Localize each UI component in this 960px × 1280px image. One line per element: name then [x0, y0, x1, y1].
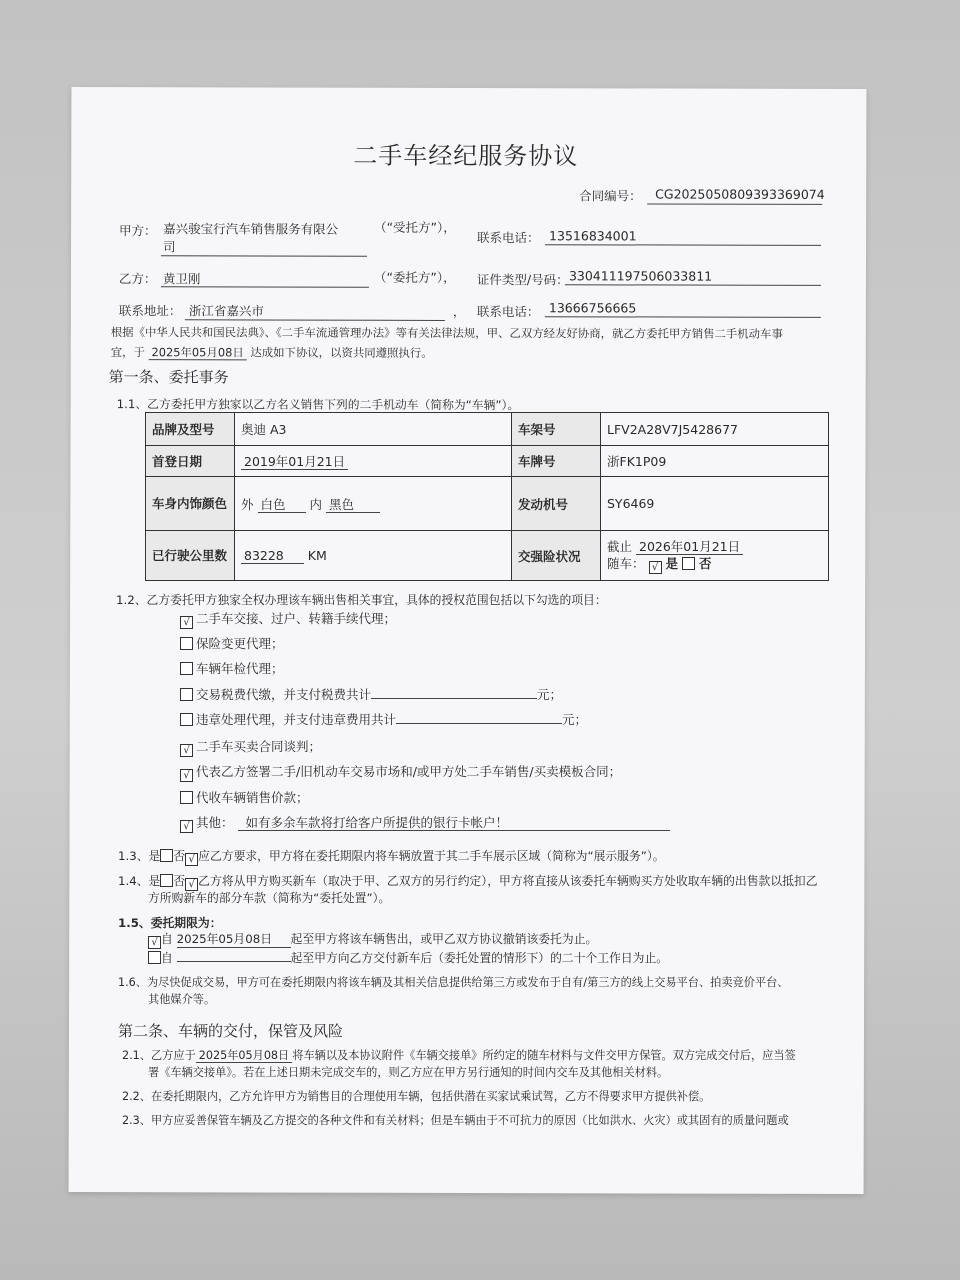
clause-1-3-no-checkbox[interactable]: √	[185, 853, 198, 866]
option-checkbox-3[interactable]	[180, 688, 193, 701]
mileage-value: 83228	[241, 548, 304, 564]
insurance-label: 交强险状况	[512, 531, 601, 581]
clause-1-3-prefix: 1.3、是	[118, 849, 161, 863]
clause-1-4-no-label: 否	[173, 874, 186, 888]
option-text: 其他：	[196, 815, 234, 830]
clause-2-1-line2: 署《车辆交接单》。若在上述日期未完成交车的，则乙方应在甲方另行通知的时间内交车及其他相关材料。	[148, 1066, 669, 1079]
party-a-phone: 13516834001	[549, 228, 637, 244]
party-b-address: 浙江省嘉兴市	[188, 303, 264, 319]
preamble-line1: 根据《中华人民共和国民法典》、《二手车流通管理办法》等有关法律法规，甲、乙双方经友好协商，就乙方委托甲方销售二手机动车事	[110, 325, 783, 341]
option-1	[180, 636, 284, 651]
contract-number-label: 合同编号：	[579, 188, 642, 204]
clause-1-3-no-label: 否	[173, 849, 186, 863]
tax-amount-field	[371, 686, 537, 699]
term-option-a-text: 起至甲方将该车辆售出，或甲乙双方协议撤销该委托为止。	[290, 932, 598, 946]
engine-value: SY6469	[601, 477, 829, 531]
insurance-until-date: 2026年01月21日	[636, 539, 743, 555]
vin-value: LFV2A28V7J5428677	[601, 413, 829, 446]
party-b-label: 乙方：	[118, 271, 157, 287]
option-8	[180, 815, 670, 833]
option-checkbox-5[interactable]: √	[180, 744, 193, 757]
reg-date-value: 2019年01月21日	[241, 454, 348, 470]
party-b-address-underline	[185, 319, 445, 321]
no-checkbox[interactable]	[682, 557, 695, 570]
clause-1-4-prefix: 1.4、是	[118, 874, 161, 888]
violation-amount-field	[396, 711, 562, 724]
clause-1-5-label: 1.5、	[118, 916, 151, 930]
option-text: 代表乙方签署二手/旧机动车交易市场和/或甲方处二手车销售/买卖模板合同；	[196, 764, 622, 779]
clause-2-1-prefix: 2.1、乙方应于	[122, 1049, 196, 1062]
clause-2-3: 2.3、甲方应妥善保管车辆及乙方提交的各种文件和有关材料；但是车辆由于不可抗力的原因（比如洪水、火灾）或其固有的质量问题或	[122, 1114, 789, 1127]
brand-label: 品牌及型号	[146, 413, 235, 446]
yes-checkbox[interactable]: √	[649, 561, 662, 574]
option-checkbox-2[interactable]	[180, 662, 193, 675]
option-text: 二手车买卖合同谈判；	[196, 739, 322, 754]
with-car-label: 随车：	[607, 555, 645, 571]
mileage-label: 已行驶公里数	[146, 531, 235, 581]
option-checkbox-0[interactable]: √	[180, 616, 193, 629]
option-text: 保险变更代理；	[196, 636, 284, 651]
option-text: 交易税费代缴，并支付税费共计	[196, 687, 372, 702]
engine-label: 发动机号	[512, 477, 601, 531]
option-suffix: 元；	[562, 712, 588, 727]
clause-1-4	[118, 874, 818, 891]
party-b-id-underline	[565, 284, 821, 286]
term-option-b-text: 起至甲方向乙方交付新车后（委托处置的情形下）的二十个工作日为止。	[290, 951, 669, 965]
option-6	[180, 764, 621, 782]
option-5	[180, 739, 321, 757]
party-b-phone-label: 联系电话：	[476, 304, 540, 320]
color-exterior-value: 白色	[258, 497, 306, 513]
color-cell	[235, 477, 512, 531]
party-b-id-number: 330411197506033811	[568, 268, 713, 284]
party-b-phone: 13666756665	[548, 300, 637, 316]
term-option-a-from: 自	[161, 932, 173, 946]
preamble-suffix: 达成如下协议，以资共同遵照执行。	[250, 345, 433, 360]
option-checkbox-1[interactable]	[180, 637, 193, 650]
option-suffix: 元；	[537, 687, 563, 702]
no-label: 否	[698, 555, 712, 571]
vehicle-info-table	[145, 412, 829, 581]
color-interior-value: 黑色	[326, 497, 380, 513]
party-a-label: 甲方：	[119, 223, 157, 239]
clause-1-4-yes-checkbox[interactable]	[160, 874, 173, 887]
color-interior-label: 内	[309, 496, 323, 512]
option-checkbox-8[interactable]: √	[180, 820, 193, 833]
clause-1-4-text: 乙方将从甲方购买新车（取决于甲、乙双方的另行约定），甲方将直接从该委托车辆购买方处收取车辆的出售款以抵扣乙	[198, 874, 818, 888]
reg-date-cell	[235, 446, 512, 477]
plate-label: 车牌号	[512, 446, 601, 477]
term-option-a-checkbox[interactable]: √	[148, 936, 161, 949]
clause-1-1: 1.1、乙方委托甲方独家以乙方名义销售下列的二手机动车（简称为“车辆”）。	[116, 397, 520, 413]
clause-1-5-option-a	[148, 932, 597, 949]
clause-1-5	[118, 916, 222, 931]
option-text: 二手车交接、过户、转籍手续代理；	[196, 611, 397, 626]
other-fill: 如有多余车款将打给客户所提供的银行卡帐户！	[238, 815, 670, 831]
clause-1-4-line2: 方所购新车的部分车款（简称为“委托处置”）。	[148, 891, 391, 905]
color-label: 车身内饰颜色	[146, 477, 235, 531]
party-b-phone-underline	[545, 316, 821, 318]
clause-2-1-text: 将车辆以及本协议附件《车辆交接单》所约定的随车材料与文件交甲方保管。双方完成交付后，应当签	[292, 1049, 796, 1062]
table-row	[146, 446, 829, 477]
table-row	[146, 531, 829, 581]
option-7	[180, 790, 309, 805]
clause-1-6-line1: 1.6、为尽快促成交易，甲方可在委托期限内将该车辆及其相关信息提供给第三方或发布于自有/第三方的线上交易平台、拍卖竞价平台、	[118, 976, 789, 989]
clause-1-6-line2: 其他媒介等。	[148, 993, 216, 1006]
clause-2-1	[122, 1048, 796, 1063]
option-checkbox-7[interactable]	[180, 791, 193, 804]
option-0	[180, 611, 396, 629]
reg-date-label: 首登日期	[146, 446, 235, 477]
clause-1-5-option-b	[148, 949, 668, 966]
party-a-phone-underline	[545, 244, 821, 246]
table-row	[146, 477, 829, 531]
party-b-id-label: 证件类型/号码：	[476, 272, 569, 288]
party-a-phone-label: 联系电话：	[477, 230, 540, 246]
clause-1-4-no-checkbox[interactable]: √	[185, 878, 198, 891]
term-option-b-date	[177, 949, 291, 962]
insurance-until-label: 截止	[607, 538, 633, 554]
option-4	[180, 711, 587, 727]
brand-value: 奥迪 A3	[235, 413, 512, 446]
clause-1-3-text: 应乙方要求，甲方将在委托期限内将车辆放置于其二手车展示区域（简称为“展示服务”）。	[198, 849, 665, 863]
clause-1-3-yes-checkbox[interactable]	[160, 849, 173, 862]
yes-label: 是	[665, 555, 678, 571]
option-text: 违章处理代理，并支付违章费用共计	[196, 712, 397, 727]
party-a-role: （“受托方”），	[374, 219, 456, 235]
option-text: 代收车辆销售价款；	[196, 790, 309, 805]
vin-label: 车架号	[512, 413, 601, 446]
option-text: 车辆年检代理；	[196, 661, 284, 676]
contract-number-underline	[647, 203, 822, 204]
color-exterior-label: 外	[241, 496, 254, 512]
party-b-name-underline	[161, 286, 369, 288]
option-3	[180, 686, 562, 702]
document-title: 二手车经纪服务协议	[353, 141, 579, 171]
term-option-a-date: 2025年05月08日	[177, 932, 291, 948]
party-b-address-label: 联系地址：	[118, 303, 182, 319]
preamble-prefix: 宜，于	[110, 345, 145, 360]
clause-1-5-title: 委托期限为：	[150, 916, 222, 930]
preamble-date: 2025年05月08日	[149, 345, 247, 360]
option-2	[180, 661, 284, 676]
term-option-b-from: 自	[161, 951, 173, 965]
party-a-name-cont: 司	[163, 239, 176, 255]
option-checkbox-6[interactable]: √	[180, 769, 193, 782]
preamble-line2	[111, 345, 433, 361]
mileage-cell	[235, 531, 512, 581]
term-option-b-checkbox[interactable]	[148, 951, 161, 964]
party-a-name: 嘉兴骏宝行汽车销售服务有限公	[163, 221, 339, 237]
comma: ，	[452, 303, 466, 319]
contract-number: CG2025050809393369074	[655, 186, 825, 202]
clause-1-3	[118, 849, 665, 866]
insurance-cell	[601, 531, 829, 581]
article1-heading: 第一条、委托事务	[108, 368, 229, 387]
party-b-role: （“委托方”），	[373, 269, 456, 285]
clause-2-1-date: 2025年05月08日	[196, 1049, 293, 1063]
table-row	[146, 413, 829, 446]
party-b-name: 黄卫刚	[162, 271, 201, 287]
option-checkbox-4[interactable]	[180, 713, 193, 726]
clause-1-2: 1.2、乙方委托甲方独家全权办理该车辆出售相关事宜，具体的授权范围包括以下勾选的项目：	[116, 593, 607, 607]
clause-2-2: 2.2、在委托期限内，乙方允许甲方为销售目的合理使用车辆，包括供潜在买家试乘试驾，乙方不得要求甲方提供补偿。	[122, 1090, 711, 1103]
mileage-unit: KM	[307, 548, 327, 563]
article2-heading: 第二条、车辆的交付，保管及风险	[118, 1022, 344, 1040]
party-a-underline	[161, 255, 367, 257]
plate-value: 浙FK1P09	[601, 446, 829, 477]
